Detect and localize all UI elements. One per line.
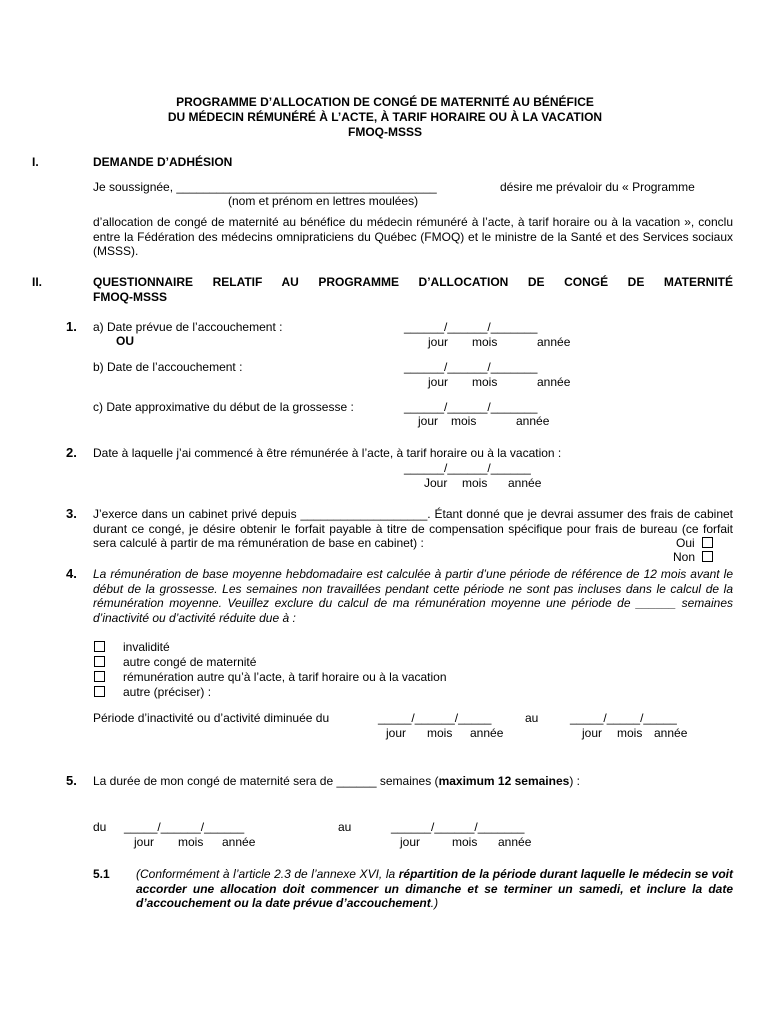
day-label: jour — [428, 375, 449, 389]
leave-duration-end: ) : — [569, 774, 580, 788]
year-label: année — [498, 835, 532, 849]
leave-to-label: au — [338, 820, 352, 834]
section1-title: DEMANDE D’ADHÉSION — [93, 155, 233, 169]
pregnancy-start-date-field[interactable]: ______/______/_______ — [404, 400, 538, 414]
year-label: année — [222, 835, 256, 849]
day-label: jour — [400, 835, 421, 849]
question4-number: 4. — [66, 566, 77, 581]
no-checkbox[interactable] — [702, 551, 713, 562]
question5-number: 5. — [66, 773, 77, 788]
leave-start-date-field[interactable]: _____/______/______ — [124, 820, 245, 834]
disability-label: invalidité — [123, 640, 170, 654]
fee-start-date-field[interactable]: ______/______/______ — [404, 461, 531, 475]
inactivity-start-date-field[interactable]: _____/______/_____ — [378, 711, 492, 725]
section2-title-line1: QUESTIONNAIRE RELATIF AU PROGRAMME D’ALLOCATION DE CONGÉ DE MATERNITÉ — [93, 275, 733, 289]
day-label: jour — [582, 726, 603, 740]
other-maternity-leave-checkbox[interactable] — [94, 656, 105, 667]
maximum-weeks-text: maximum 12 semaines — [438, 774, 570, 788]
year-label: année — [537, 335, 571, 349]
day-label: jour — [134, 835, 155, 849]
year-label: année — [654, 726, 688, 740]
other-maternity-leave-label: autre congé de maternité — [123, 655, 257, 669]
leave-duration-line — [93, 774, 580, 788]
other-remuneration-checkbox[interactable] — [94, 671, 105, 682]
no-label: Non — [673, 550, 696, 564]
year-label: année — [508, 476, 542, 490]
inactivity-period-label: Période d’inactivité ou d’activité diminuée du — [93, 711, 330, 725]
month-label: mois — [451, 414, 477, 428]
month-label: mois — [617, 726, 643, 740]
adhesion-paragraph: d’allocation de congé de maternité au bénéfice du médecin rémunéré à l’acte, à tarif horaire ou à la vacation », conclu entre la Fédération des médecins omnipraticiens du Québec (FMOQ) et le ministre de la Santé et des Services sociaux (MSSS). — [93, 215, 733, 258]
applicant-line-end: désire me prévaloir du « Programme — [500, 180, 695, 194]
subsection-5-1-number: 5.1 — [93, 867, 110, 881]
month-label: mois — [452, 835, 478, 849]
document-title-line3: FMOQ-MSSS — [348, 125, 422, 139]
allocation-period-note — [136, 867, 733, 911]
expected-delivery-date-field[interactable]: ______/______/_______ — [404, 320, 538, 334]
expected-delivery-label: a) Date prévue de l’accouchement : — [93, 320, 283, 334]
base-remuneration-paragraph: La rémunération de base moyenne hebdomadaire est calculée à partir d’une période de référence de 12 mois avant le début de la grossesse. Les semaines non travaillées pendant cette période ne sont pas incluses dans le calcul de la rémunération moyenne. Veuillez exclure du calcul de ma rémunération moyenne une période de ______ semaines d’inactivité ou d’activité réduite due à : — [93, 567, 733, 625]
question1-number: 1. — [66, 319, 77, 334]
leave-end-date-field[interactable]: ______/______/_______ — [391, 820, 525, 834]
leave-from-label: du — [93, 820, 107, 834]
month-label: mois — [472, 335, 498, 349]
month-label: mois — [178, 835, 204, 849]
pregnancy-start-label: c) Date approximative du début de la grossesse : — [93, 400, 354, 414]
year-label: année — [516, 414, 550, 428]
day-label: jour — [428, 335, 449, 349]
office-fee-paragraph: J’exerce dans un cabinet privé depuis ___________________. Étant donné que je devrai assumer des frais de cabinet durant ce congé, je désire obtenir le forfait payable à titre de compensation spécifique pour frais de bureau (ce forfait sera calculé à partir de ma rémunération de base en cabinet) : — [93, 507, 733, 550]
document-title-line1: PROGRAMME D’ALLOCATION DE CONGÉ DE MATERNITÉ AU BÉNÉFICE — [176, 95, 594, 109]
day-label: jour — [386, 726, 407, 740]
month-label: mois — [427, 726, 453, 740]
applicant-name-line[interactable]: Je soussignée, _______________________________________ — [93, 180, 437, 194]
section2-number: II. — [32, 275, 43, 289]
question2-number: 2. — [66, 445, 77, 460]
month-label: mois — [462, 476, 488, 490]
note-intro: (Conformément à l’article 2.3 de l’annexe XVI, la — [136, 867, 399, 881]
fee-start-label: Date à laquelle j’ai commencé à être rémunérée à l’acte, à tarif horaire ou à la vacation : — [93, 446, 562, 460]
note-bold-rule: répartition de la période durant laquelle le médecin se voit accorder une allocation doit commencer un dimanche et se terminer un samedi, et inclure la date d’accouchement ou la date prévue d’accouchement — [136, 867, 733, 910]
section2-title-line2: FMOQ-MSSS — [93, 290, 167, 304]
yes-checkbox[interactable] — [702, 537, 713, 548]
note-end: .) — [430, 896, 439, 910]
delivery-date-field[interactable]: ______/______/_______ — [404, 360, 538, 374]
yes-label: Oui — [676, 536, 695, 550]
other-remuneration-label: rémunération autre qu’à l’acte, à tarif horaire ou à la vacation — [123, 670, 447, 684]
delivery-date-label: b) Date de l’accouchement : — [93, 360, 243, 374]
month-label: mois — [472, 375, 498, 389]
inactivity-to-label: au — [525, 711, 539, 725]
inactivity-end-date-field[interactable]: _____/_____/_____ — [570, 711, 677, 725]
applicant-name-hint: (nom et prénom en lettres moulées) — [228, 194, 419, 208]
leave-duration-text: La durée de mon congé de maternité sera de ______ semaines ( — [93, 774, 439, 788]
document-title-line2: DU MÉDECIN RÉMUNÉRÉ À L’ACTE, À TARIF HORAIRE OU À LA VACATION — [167, 110, 603, 124]
other-specify-checkbox[interactable] — [94, 686, 105, 697]
disability-checkbox[interactable] — [94, 641, 105, 652]
or-label: OU — [116, 334, 134, 348]
year-label: année — [537, 375, 571, 389]
section1-number: I. — [32, 155, 39, 169]
day-label: Jour — [424, 476, 448, 490]
day-label: jour — [418, 414, 439, 428]
other-specify-label: autre (préciser) : — [123, 685, 212, 699]
question3-number: 3. — [66, 506, 77, 521]
year-label: année — [470, 726, 504, 740]
